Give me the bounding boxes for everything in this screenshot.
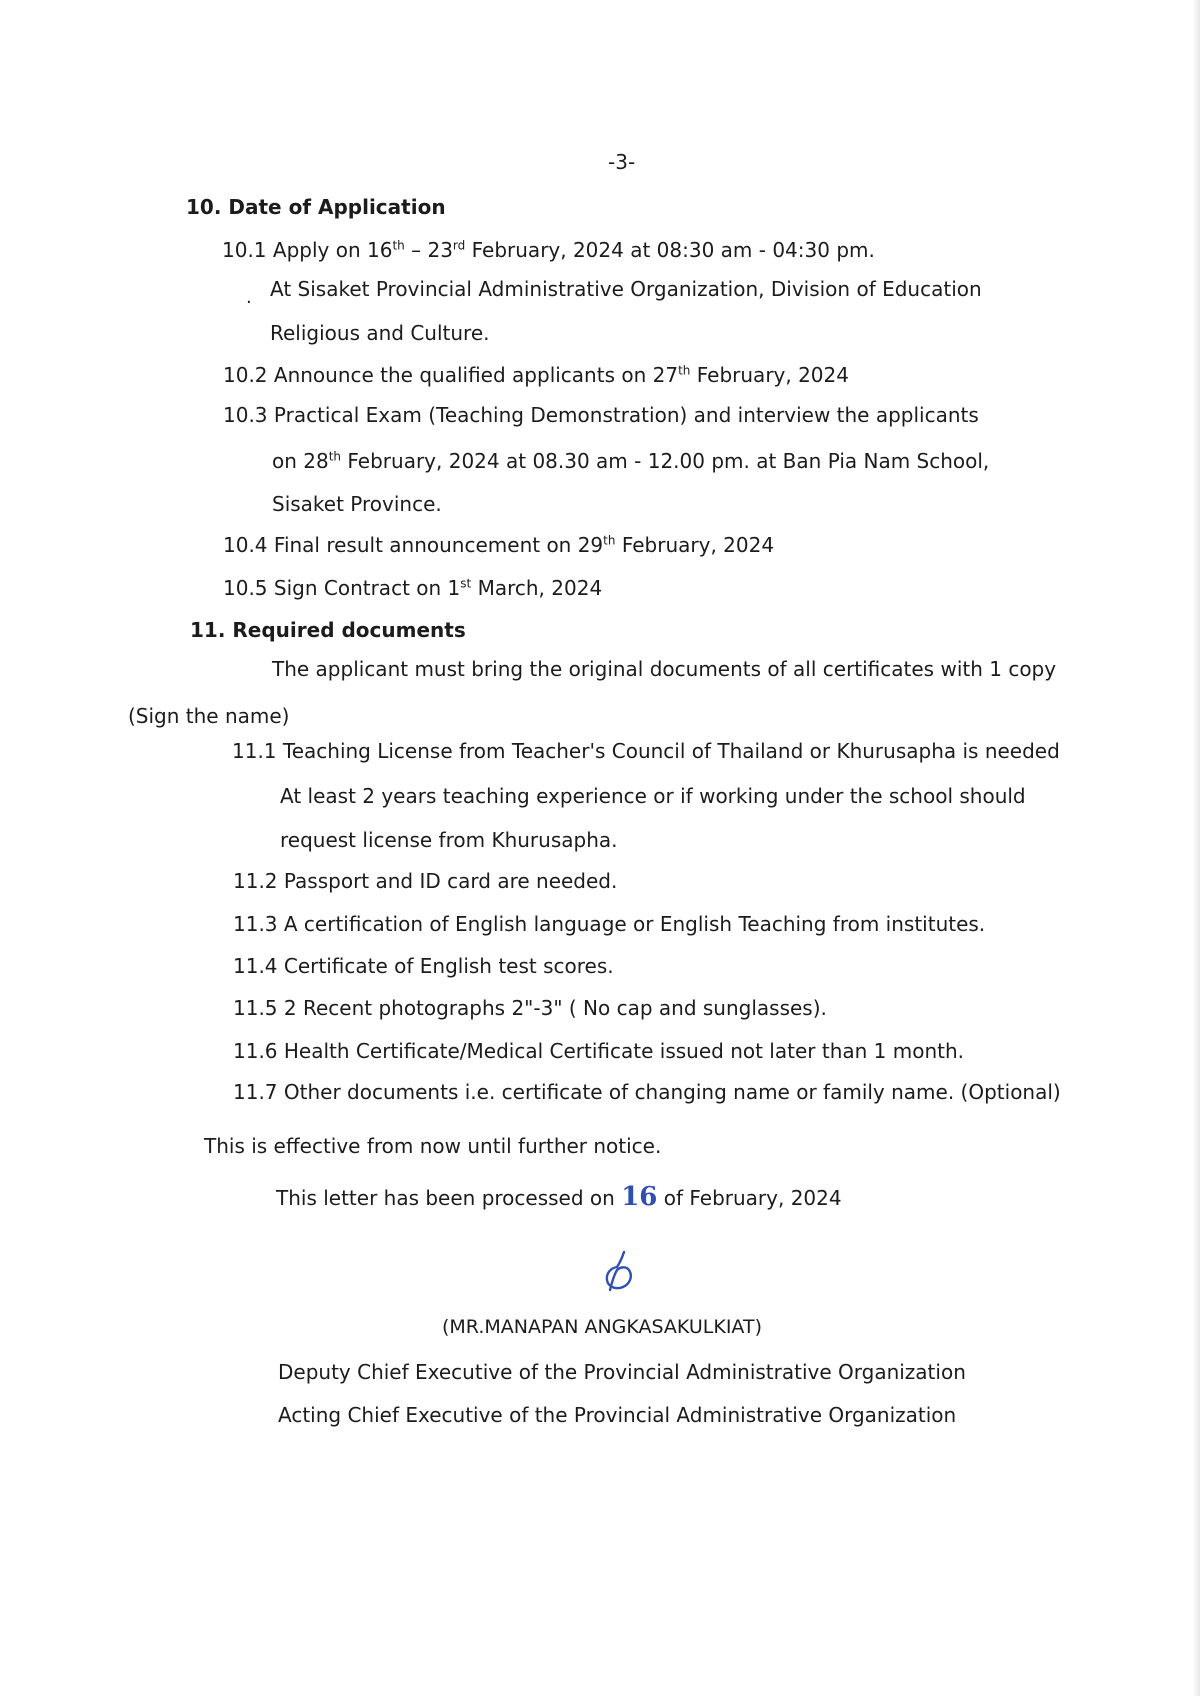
item-11-2: 11.2 Passport and ID card are needed.: [233, 869, 618, 893]
processed-date: This letter has been processed on 16 of February, 2024: [276, 1182, 842, 1212]
item-10-4: 10.4 Final result announcement on 29th February, 2024: [223, 533, 775, 557]
handwritten-day: 16: [621, 1182, 658, 1212]
section10-heading: 10. Date of Application: [186, 195, 446, 219]
item-10-1-line2: At Sisaket Provincial Administrative Organization, Division of Education: [270, 277, 982, 301]
scan-edge: [1192, 0, 1200, 1696]
item-10-3-line1: 10.3 Practical Exam (Teaching Demonstration) and interview the applicants: [223, 403, 979, 427]
item-11-7: 11.7 Other documents i.e. certificate of changing name or family name. (Optional): [233, 1080, 1061, 1104]
item-10-5: 10.5 Sign Contract on 1st March, 2024: [223, 576, 603, 600]
item-11-5: 11.5 2 Recent photographs 2"-3" ( No cap and sunglasses).: [233, 996, 827, 1020]
bullet-dot: .: [246, 287, 252, 308]
item-10-3-line2: on 28th February, 2024 at 08.30 am - 12.00 pm. at Ban Pia Nam School,: [272, 449, 990, 473]
item-11-1-line1: 11.1 Teaching License from Teacher's Council of Thailand or Khurusapha is needed: [232, 739, 1060, 763]
item-11-3: 11.3 A certification of English language or English Teaching from institutes.: [233, 912, 986, 936]
signature: [600, 1248, 640, 1294]
section11-intro-line1: The applicant must bring the original documents of all certificates with 1 copy: [272, 657, 1057, 681]
effective-notice: This is effective from now until further notice.: [204, 1134, 662, 1158]
section11-intro-line2: (Sign the name): [128, 704, 290, 728]
item-11-1-line3: request license from Khurusapha.: [280, 828, 618, 852]
item-10-1-line3: Religious and Culture.: [270, 321, 490, 345]
item-11-4: 11.4 Certificate of English test scores.: [233, 954, 614, 978]
item-10-2: 10.2 Announce the qualified applicants on 27th February, 2024: [223, 363, 849, 387]
page-number: -3-: [608, 150, 636, 174]
signatory-title-2: Acting Chief Executive of the Provincial Administrative Organization: [278, 1403, 957, 1427]
signatory-title-1: Deputy Chief Executive of the Provincial Administrative Organization: [278, 1360, 966, 1384]
item-10-1: 10.1 Apply on 16th – 23rd February, 2024 at 08:30 am - 04:30 pm.: [222, 238, 875, 262]
item-11-6: 11.6 Health Certificate/Medical Certificate issued not later than 1 month.: [233, 1039, 965, 1063]
item-10-3-line3: Sisaket Province.: [272, 492, 442, 516]
signatory-name: (MR.MANAPAN ANGKASAKULKIAT): [442, 1316, 762, 1338]
item-11-1-line2: At least 2 years teaching experience or if working under the school should: [280, 784, 1026, 808]
section11-heading: 11. Required documents: [190, 618, 466, 642]
